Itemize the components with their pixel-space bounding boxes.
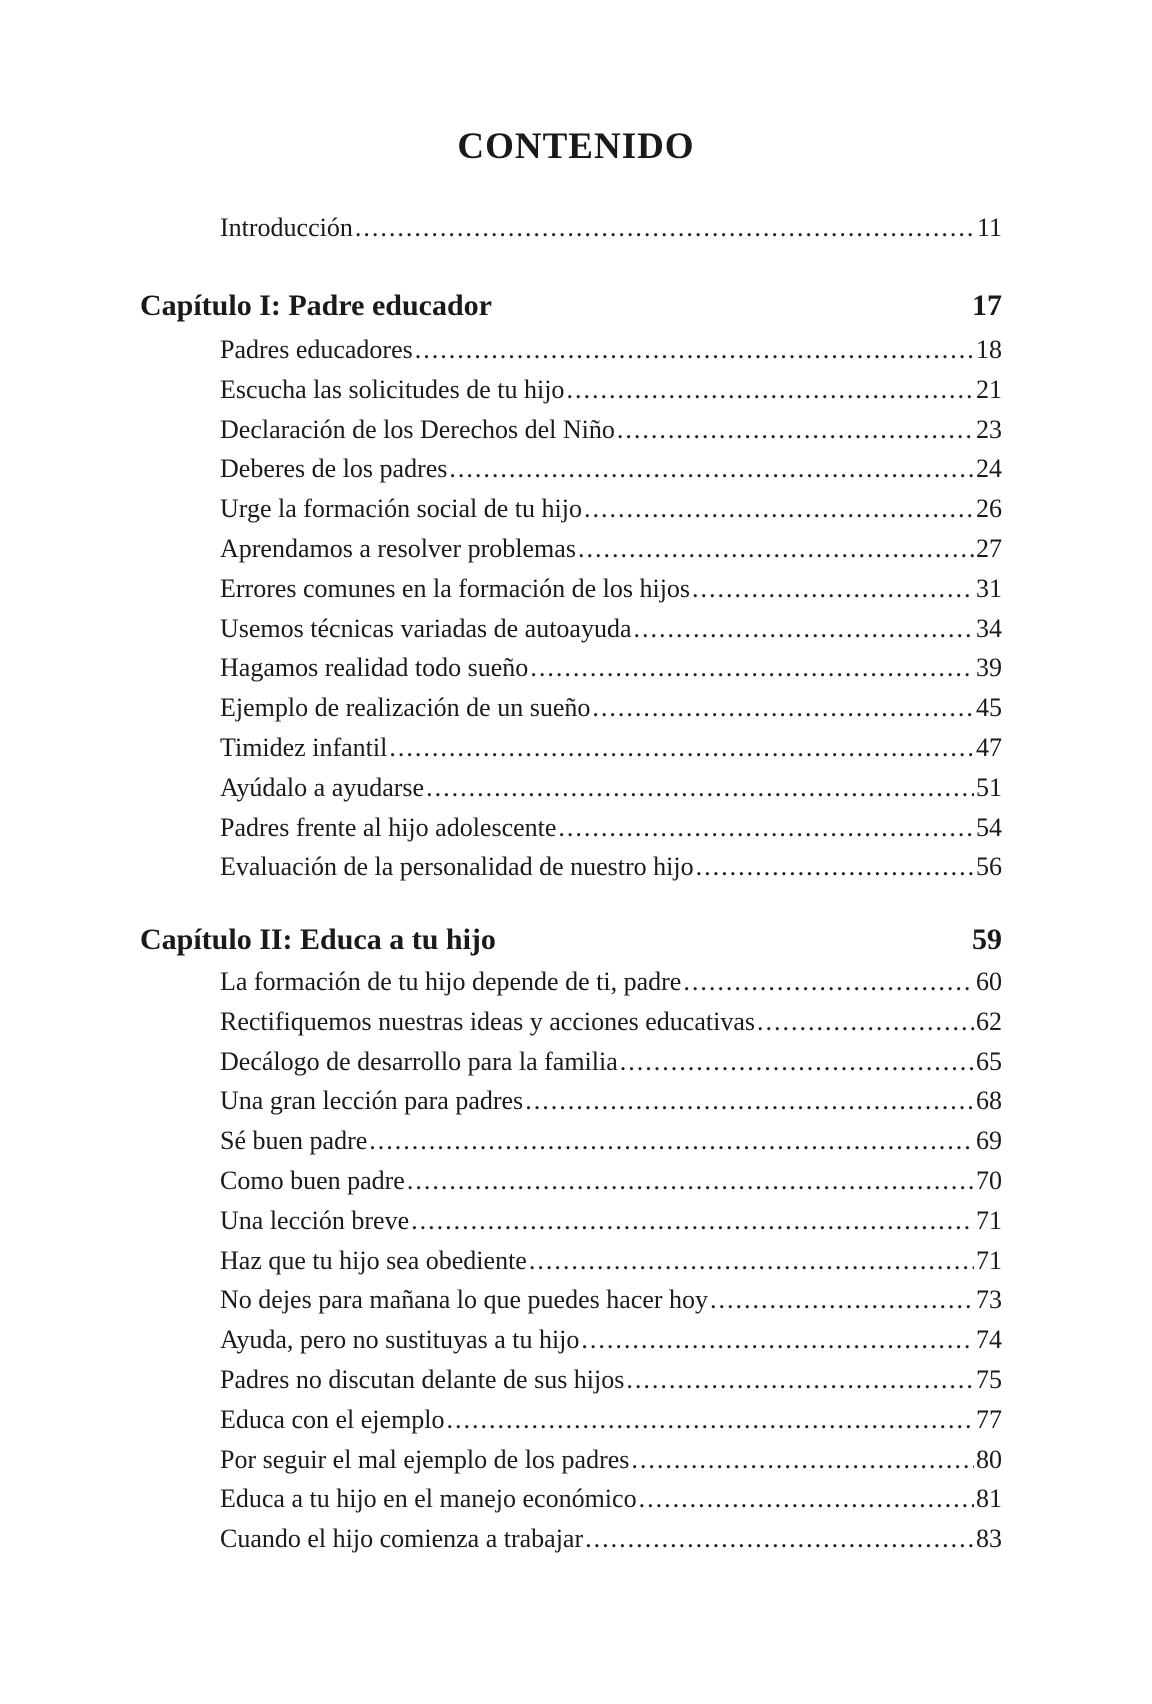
toc-entry-page-number: 62 bbox=[976, 1006, 1002, 1036]
toc-entry-label: Como buen padre bbox=[220, 1165, 405, 1195]
toc-entry-label: Urge la formación social de tu hijo bbox=[220, 494, 582, 524]
toc-entry[interactable] bbox=[220, 1006, 1002, 1049]
toc-entry-label: Ayúdalo a ayudarse bbox=[220, 772, 425, 802]
toc-entry[interactable] bbox=[220, 1444, 1002, 1487]
toc-entry-label: No dejes para mañana lo que puedes hacer hoy bbox=[220, 1285, 709, 1315]
page-title: CONTENIDO bbox=[457, 126, 695, 167]
toc-entry-page-number: 24 bbox=[976, 454, 1002, 484]
toc-entry[interactable] bbox=[220, 1404, 1002, 1447]
toc-entry-label: Padres frente al hijo adolescente bbox=[220, 812, 557, 842]
dot-leader bbox=[581, 1327, 974, 1353]
toc-entry[interactable] bbox=[220, 496, 1002, 536]
toc-entry-page-number: 27 bbox=[976, 533, 1002, 563]
toc-entry[interactable] bbox=[220, 772, 1002, 815]
toc-entry[interactable] bbox=[220, 1165, 1002, 1208]
dot-leader bbox=[529, 1248, 974, 1274]
toc-entry[interactable] bbox=[220, 1364, 1002, 1407]
toc-entry-label: Rectifiquemos nuestras ideas y acciones educativas bbox=[220, 1006, 755, 1036]
toc-entry-page-number: 47 bbox=[976, 732, 1002, 762]
toc-entry-label: Evaluación de la personalidad de nuestro hijo bbox=[220, 852, 694, 882]
dot-leader bbox=[639, 1486, 974, 1512]
toc-entry-label: Educa con el ejemplo bbox=[220, 1404, 445, 1434]
toc-entry[interactable] bbox=[220, 533, 1002, 576]
toc-entry[interactable] bbox=[220, 337, 1002, 377]
toc-entry-page-number: 65 bbox=[976, 1046, 1002, 1076]
toc-entry[interactable] bbox=[220, 613, 1002, 656]
toc-entry[interactable] bbox=[220, 1205, 1002, 1248]
toc-entry-label: Educa a tu hijo en el manejo económico bbox=[220, 1484, 637, 1514]
chapter-title: Capítulo I: Padre educador bbox=[140, 289, 492, 322]
toc-entry[interactable] bbox=[220, 655, 1002, 695]
toc-entry-page-number: 31 bbox=[976, 573, 1002, 603]
toc-entry-page-number: 51 bbox=[976, 772, 1002, 802]
toc-entry-page-number: 71 bbox=[976, 1205, 1002, 1235]
toc-entry[interactable] bbox=[220, 1245, 1002, 1288]
toc-entry[interactable] bbox=[220, 1287, 1002, 1327]
toc-entry-page-number: 75 bbox=[976, 1364, 1002, 1394]
dot-leader bbox=[578, 536, 974, 562]
dot-leader bbox=[584, 496, 974, 522]
dot-leader bbox=[631, 1447, 974, 1473]
toc-entry-label: Errores comunes en la formación de los hijos bbox=[220, 573, 691, 603]
dot-leader bbox=[525, 1088, 974, 1114]
toc-entry-label: Sé buen padre bbox=[220, 1126, 368, 1156]
toc-entry-page-number: 11 bbox=[976, 213, 1002, 242]
toc-entry-label: Timidez infantil bbox=[220, 732, 388, 762]
toc-entry[interactable] bbox=[220, 374, 1002, 417]
toc-entry-label: Aprendamos a resolver problemas bbox=[220, 533, 576, 563]
dot-leader bbox=[426, 775, 974, 801]
chapter-page-number: 17 bbox=[972, 289, 1002, 322]
dot-leader bbox=[530, 655, 974, 681]
toc-entry-page-number: 68 bbox=[976, 1086, 1002, 1116]
toc-entry-label: Hagamos realidad todo sueño bbox=[220, 653, 529, 683]
dot-leader bbox=[566, 377, 974, 403]
toc-entry-label: Por seguir el mal ejemplo de los padres bbox=[220, 1444, 630, 1474]
toc-entry-label: Escucha las solicitudes de tu hijo bbox=[220, 374, 565, 404]
toc-entry-label: Ayuda, pero no sustituyas a tu hijo bbox=[220, 1325, 580, 1355]
dot-leader bbox=[447, 1407, 974, 1433]
dot-leader bbox=[389, 735, 974, 761]
toc-entry-label: Padres educadores bbox=[220, 335, 413, 364]
dot-leader bbox=[449, 456, 974, 482]
dot-leader bbox=[634, 616, 974, 642]
toc-entry-label: Declaración de los Derechos del Niño bbox=[220, 414, 615, 444]
toc-entry[interactable] bbox=[220, 1327, 1002, 1367]
toc-entry-page-number: 80 bbox=[976, 1444, 1002, 1474]
toc-entry-introduction[interactable] bbox=[220, 215, 1002, 241]
toc-entry[interactable] bbox=[220, 812, 1002, 855]
toc-entry-page-number: 21 bbox=[976, 374, 1002, 404]
toc-entry-label: Cuando el hijo comienza a trabajar bbox=[220, 1524, 584, 1554]
chapter-heading-1[interactable] bbox=[140, 291, 1002, 321]
toc-entry[interactable] bbox=[220, 1486, 1002, 1526]
dot-leader bbox=[415, 337, 974, 363]
toc-entry-page-number: 69 bbox=[976, 1126, 1002, 1156]
toc-entry[interactable] bbox=[220, 1046, 1002, 1089]
toc-entry-label: Una lección breve bbox=[220, 1205, 410, 1235]
toc-entry-page-number: 60 bbox=[976, 967, 1002, 996]
dot-leader bbox=[620, 1049, 974, 1075]
dot-leader bbox=[617, 417, 974, 443]
toc-entry-label: Decálogo de desarrollo para la familia bbox=[220, 1046, 618, 1076]
dot-leader bbox=[592, 695, 974, 721]
toc-entry-page-number: 18 bbox=[976, 335, 1002, 364]
dot-leader bbox=[411, 1208, 974, 1234]
toc-entry-label: Padres no discutan delante de sus hijos bbox=[220, 1364, 625, 1394]
toc-entry[interactable] bbox=[220, 854, 1002, 894]
toc-entry[interactable] bbox=[220, 414, 1002, 457]
toc-entry-page-number: 77 bbox=[976, 1404, 1002, 1434]
toc-entry-page-number: 39 bbox=[976, 653, 1002, 683]
toc-entry-page-number: 26 bbox=[976, 494, 1002, 524]
dot-leader bbox=[585, 1526, 974, 1552]
toc-entry-label: Introducción bbox=[220, 213, 353, 242]
toc-entry[interactable] bbox=[220, 1526, 1002, 1566]
chapter-1-entries bbox=[220, 337, 1002, 894]
dot-leader bbox=[683, 969, 974, 995]
toc-entry-label: La formación de tu hijo depende de ti, padre bbox=[220, 967, 682, 996]
toc-entry[interactable] bbox=[220, 456, 1002, 496]
toc-entry-label: Haz que tu hijo sea obediente bbox=[220, 1245, 527, 1275]
toc-entry[interactable] bbox=[220, 732, 1002, 775]
toc-entry[interactable] bbox=[220, 695, 1002, 735]
toc-entry-page-number: 73 bbox=[976, 1285, 1002, 1315]
chapter-2-entries bbox=[220, 969, 1002, 1566]
chapter-page-number: 59 bbox=[972, 923, 1002, 956]
dot-leader bbox=[626, 1367, 974, 1393]
toc-entry-page-number: 83 bbox=[976, 1524, 1002, 1554]
toc-entry-page-number: 23 bbox=[976, 414, 1002, 444]
toc-entry-page-number: 54 bbox=[976, 812, 1002, 842]
toc-entry-page-number: 56 bbox=[976, 852, 1002, 882]
toc-entry[interactable] bbox=[220, 1088, 1002, 1128]
dot-leader bbox=[407, 1168, 974, 1194]
dot-leader bbox=[369, 1128, 974, 1154]
toc-entry[interactable] bbox=[220, 1128, 1002, 1168]
toc-entry-page-number: 34 bbox=[976, 613, 1002, 643]
dot-leader bbox=[558, 815, 974, 841]
toc-entry-page-number: 45 bbox=[976, 693, 1002, 723]
toc-entry-label: Una gran lección para padres bbox=[220, 1086, 524, 1116]
chapter-title: Capítulo II: Educa a tu hijo bbox=[140, 923, 496, 956]
toc-entry-label: Usemos técnicas variadas de autoayuda bbox=[220, 613, 632, 643]
chapter-heading-2[interactable] bbox=[140, 925, 1002, 955]
dot-leader bbox=[355, 215, 975, 241]
toc-entry[interactable] bbox=[220, 573, 1002, 616]
dot-leader bbox=[757, 1009, 974, 1035]
dot-leader bbox=[692, 576, 974, 602]
dot-leader bbox=[696, 854, 974, 880]
toc-entry-page-number: 81 bbox=[976, 1484, 1002, 1514]
toc-entry-page-number: 70 bbox=[976, 1165, 1002, 1195]
toc-entry-page-number: 74 bbox=[976, 1325, 1002, 1355]
toc-entry-page-number: 71 bbox=[976, 1245, 1002, 1275]
toc-entry[interactable] bbox=[220, 969, 1002, 1009]
toc-entry-label: Deberes de los padres bbox=[220, 454, 448, 484]
dot-leader bbox=[710, 1287, 974, 1313]
toc-entry-label: Ejemplo de realización de un sueño bbox=[220, 693, 591, 723]
